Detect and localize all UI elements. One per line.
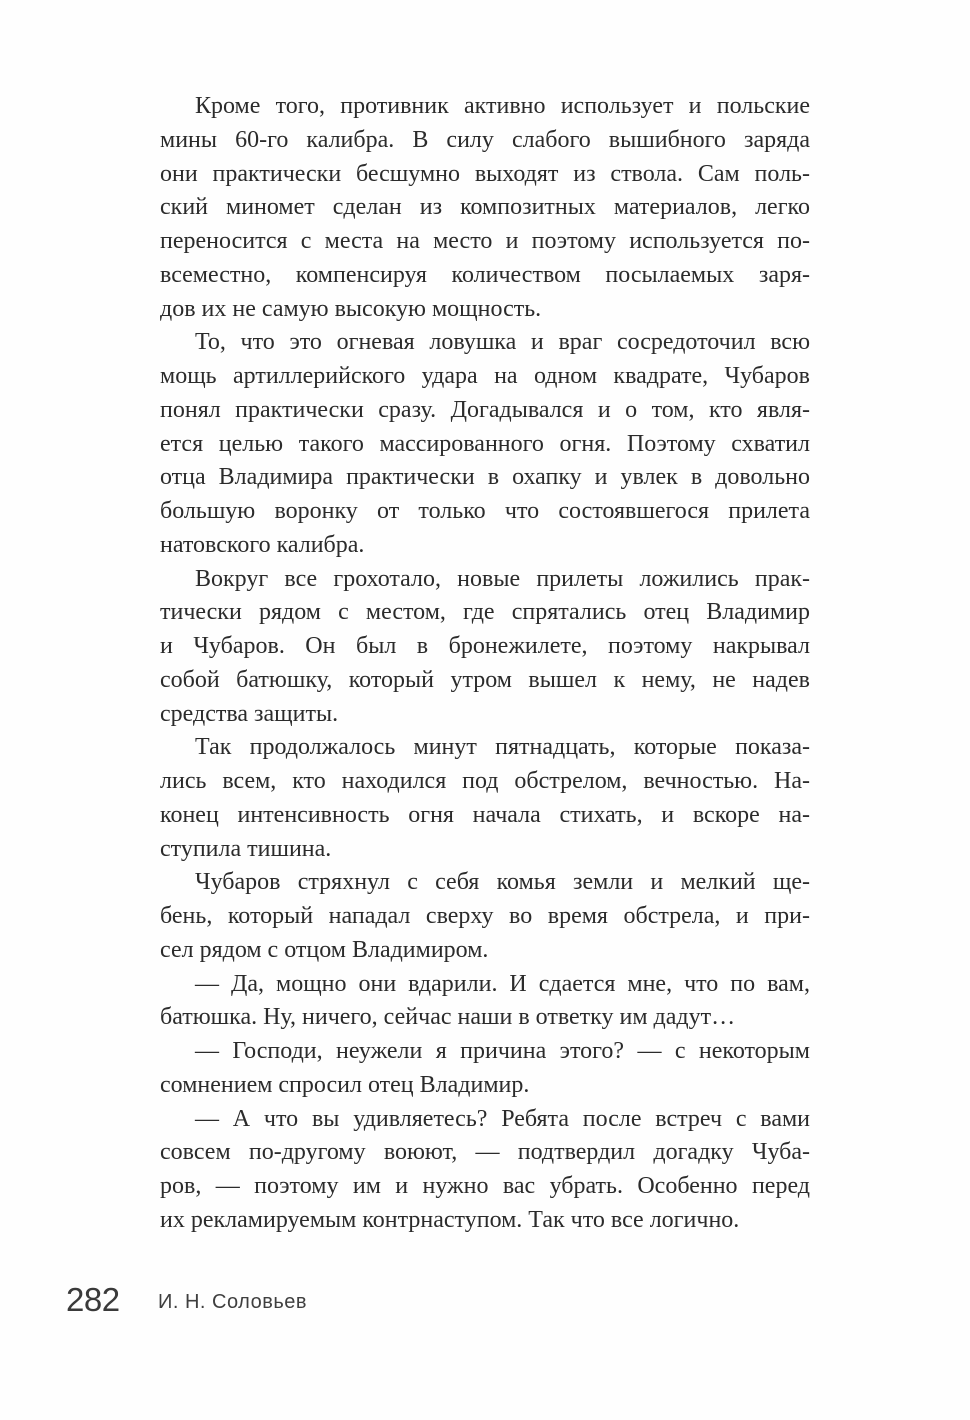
page-text [160,90,810,1238]
text-line: мощь артиллерийского удара на одном квадрате, Чубаров [160,363,810,389]
text-line: мины 60-го калибра. В силу слабого вышибного заряда [160,126,810,153]
text-line: Так продолжалось минут пятнадцать, которые показа- [195,734,810,761]
text-line: и Чубаров. Он был в бронежилете, поэтому накрывал [160,633,810,659]
text-line: бень, который нападал сверху во время обстрела, и при- [160,903,810,929]
text-line: То, что это огневая ловушка и враг сосредоточил всю [195,329,810,356]
paragraph [160,326,810,562]
text-line: — А что вы удивляетесь? Ребята после встреч с вами [195,1105,810,1132]
text-line: тически рядом с местом, где спрятались отец Владимир [160,599,810,626]
page-number: 282 [66,1281,120,1318]
running-title-author: И. Н. Соловьев [158,1291,307,1313]
text-line: ется целью такого массированного огня. Поэтому схватил [160,430,810,457]
text-line: ский миномет сделан из композитных материалов, легко [160,194,810,221]
text-line: совсем по-другому воюют, — подтвердил догадку Чуба- [160,1139,810,1166]
text-line: Вокруг все грохотало, новые прилеты ложились прак- [195,565,810,592]
paragraph [160,1035,810,1103]
text-line: лись всем, кто находился под обстрелом, вечностью. На- [160,768,810,794]
text-line: — Да, мощно они вдарили. И сдается мне, что по вам, [195,970,810,997]
text-line: сомнением спросил отец Владимир. [160,1071,530,1098]
text-line: средства защиты. [160,700,339,727]
text-line: конец интенсивность огня начала стихать, и вскоре на- [160,801,810,828]
text-line: отца Владимира практически в охапку и увлек в довольно [160,464,810,491]
text-line: дов их не самую высокую мощность. [160,295,542,322]
text-line: Кроме того, противник активно использует и польские [195,93,810,119]
paragraph [160,1103,810,1238]
text-line: понял практически сразу. Догадывался и о том, кто явля- [160,396,810,423]
text-line: они практически бесшумно выходят из ствола. Сам поль- [160,160,810,187]
text-line: большую воронку от только что состоявшегося прилета [160,498,810,524]
text-line: переносится с места на место и поэтому используется по- [160,228,810,254]
text-line: натовского калибра. [160,531,365,558]
paragraph [160,563,810,732]
text-line: — Господи, неужели я причина этого? — с некоторым [195,1038,810,1064]
text-line: батюшка. Ну, ничего, сейчас наши в ответку им дадут… [160,1004,736,1031]
text-line: собой батюшку, который утром вышел к нему, не надев [160,666,810,693]
paragraph [160,866,810,967]
paragraph [160,731,810,866]
text-line: ров, — поэтому им и нужно вас убрать. Особенно перед [160,1173,810,1199]
text-line: сел рядом с отцом Владимиром. [160,936,489,963]
paragraph [160,968,810,1036]
text-line: Чубаров стряхнул с себя комья земли и мелкий ще- [195,869,810,896]
text-line: всеместно, компенсируя количеством посылаемых заря- [160,261,810,288]
text-line: их рекламируемым контрнаступом. Так что все логично. [160,1206,740,1233]
text-line: ступила тишина. [160,835,332,862]
paragraph [160,90,810,326]
